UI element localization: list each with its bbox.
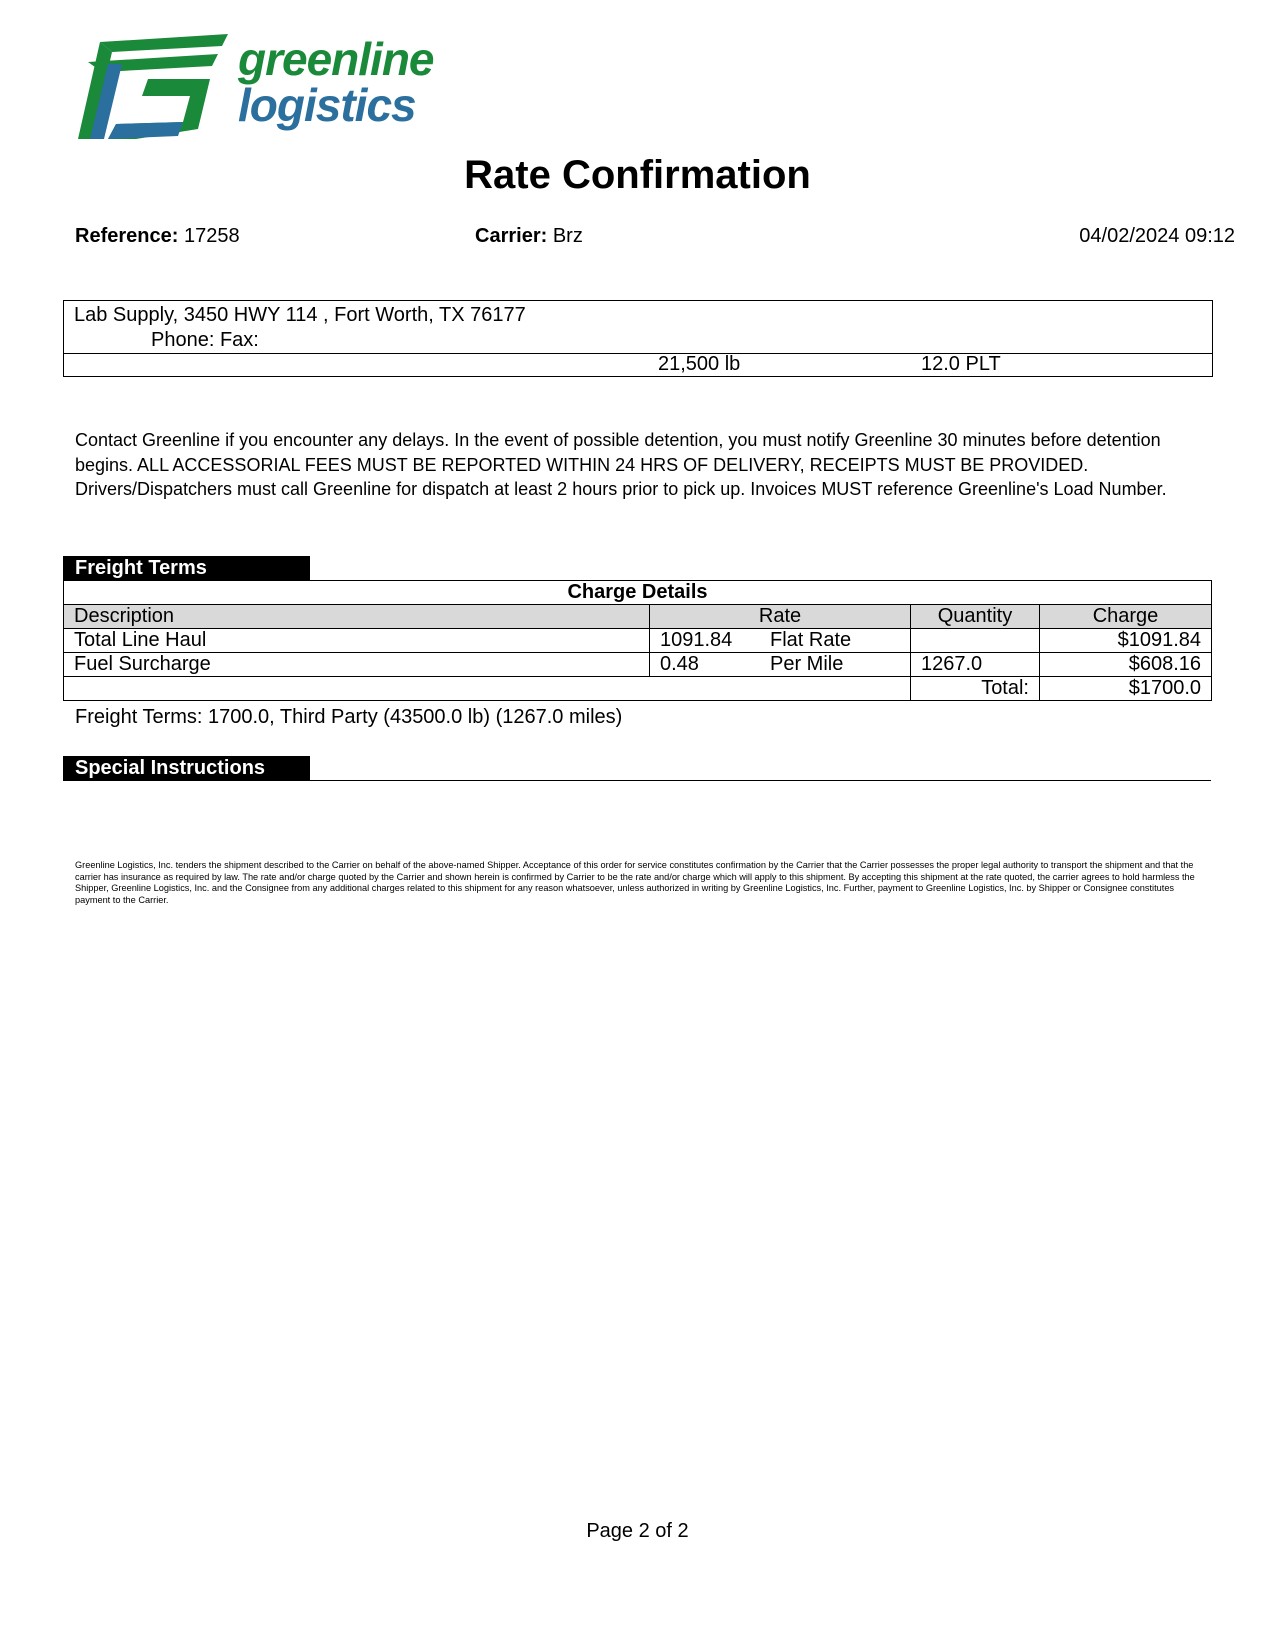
table-row <box>64 653 1212 677</box>
logo-word-greenline: greenline <box>238 33 434 85</box>
row-rate <box>650 653 911 677</box>
legal-disclaimer: Greenline Logistics, Inc. tenders the shipment described to the Carrier on behalf of the above-named Shipper. Acceptance of this order for service constitutes confirmation by the Carrier that the Carrier possesses the proper legal authority to transport the shipment and that the carrier has insurance as required by law. The rate and/or charge quoted by the Carrier and shown herein is confirmed by Carrier to be the rate and/or charge which will apply to this shipment. By accepting this shipment at the rate quoted, the carrier agrees to hold harmless the Shipper, Greenline Logistics, Inc. and the Consignee from any additional charges related to this shipment for any reason whatsoever, unless authorized in writing by Greenline Logistics, Inc. Further, payment to Greenline Logistics, Inc. by Shipper or Consignee constitutes payment to the Carrier. <box>75 860 1195 905</box>
carrier <box>475 225 583 248</box>
row-description: Fuel Surcharge <box>64 653 650 677</box>
row-quantity: 1267.0 <box>911 653 1040 677</box>
load-weight: 21,500 lb <box>658 353 741 375</box>
reference <box>75 225 240 248</box>
reference-value: 17258 <box>183 225 240 247</box>
row-quantity <box>911 629 1040 653</box>
header-description: Description <box>64 605 650 629</box>
row-description: Total Line Haul <box>64 629 650 653</box>
reference-label: Reference: <box>75 225 179 247</box>
total-label: Total: <box>911 677 1040 701</box>
carrier-notice: Contact Greenline if you encounter any delays. In the event of possible detention, you must notify Greenline 30 minutes before detention begins. ALL ACCESSORIAL FEES MUST BE REPORTED WITHIN 24 HRS OF DELIVERY, RECEIPTS MUST BE PROVIDED. Drivers/Dispatchers must call Greenline for dispatch at least 2 hours prior to pick up. Invoices MUST reference Greenline's Load Number. <box>75 430 1167 499</box>
header-charge: Charge <box>1040 605 1212 629</box>
page-number: Page 2 of 2 <box>586 1520 689 1542</box>
location-contact: Phone: Fax: <box>151 329 259 351</box>
row-charge: $608.16 <box>1040 653 1212 677</box>
table-row <box>64 629 1212 653</box>
location-box <box>63 300 1213 354</box>
company-logo <box>78 34 438 154</box>
special-instructions-label: Special Instructions <box>63 756 310 780</box>
freight-terms-section-header <box>63 556 1211 581</box>
load-summary-row <box>63 352 1213 377</box>
rate-type: Flat Rate <box>770 629 852 651</box>
freight-terms-label: Freight Terms <box>63 556 310 580</box>
carrier-label: Carrier: <box>475 225 548 247</box>
logo-mark-icon <box>78 34 238 144</box>
logo-word-logistics: logistics <box>238 79 416 131</box>
rate-value: 0.48 <box>660 653 699 675</box>
freight-terms-summary: Freight Terms: 1700.0, Third Party (43500.0 lb) (1267.0 miles) <box>75 706 623 728</box>
rate-value: 1091.84 <box>660 629 733 651</box>
location-address: Lab Supply, 3450 HWY 114 , Fort Worth, TX 76177 <box>74 304 526 326</box>
carrier-value: Brz <box>552 225 583 247</box>
charge-details-table <box>63 580 1212 701</box>
row-charge: $1091.84 <box>1040 629 1212 653</box>
header-quantity: Quantity <box>911 605 1040 629</box>
document-datetime: 04/02/2024 09:12 <box>1079 225 1235 247</box>
total-value: $1700.0 <box>1040 677 1212 701</box>
row-rate <box>650 629 911 653</box>
load-pallets: 12.0 PLT <box>921 353 1001 375</box>
page-title: Rate Confirmation <box>464 153 811 197</box>
total-spacer <box>64 677 911 701</box>
total-row <box>64 677 1212 701</box>
charge-details-title: Charge Details <box>64 581 1212 605</box>
special-instructions-section-header <box>63 756 1211 781</box>
table-header-row <box>64 605 1212 629</box>
rate-type: Per Mile <box>770 653 844 675</box>
header-rate: Rate <box>650 605 911 629</box>
